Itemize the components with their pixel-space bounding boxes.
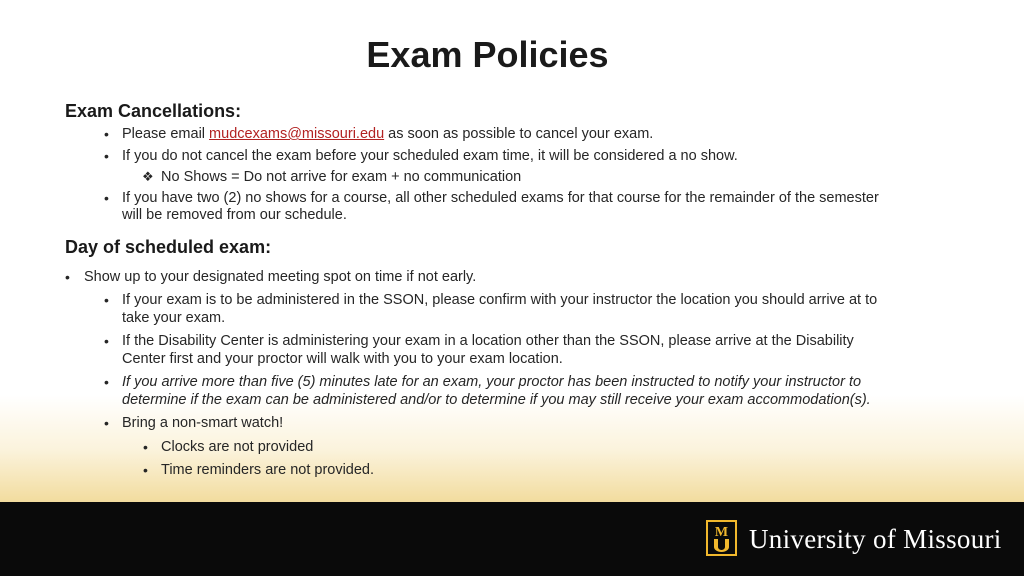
bullet-icon: • <box>143 462 148 478</box>
time-reminders-item: Time reminders are not provided. <box>161 462 375 478</box>
bullet-icon: • <box>104 190 109 206</box>
bullet-icon: • <box>143 439 148 455</box>
no-show-item: If you do not cancel the exam before your scheduled exam time, it will be considered a no show. <box>122 148 738 164</box>
two-no-shows-line1: If you have two (2) no shows for a course, all other scheduled exams for that course for the remainder of the semester <box>122 190 879 206</box>
bullet-icon: • <box>104 148 109 164</box>
university-name: University of Missouri <box>749 524 1002 554</box>
bullet-icon: • <box>104 292 109 308</box>
day-of-exam-heading: Day of scheduled exam: <box>65 237 272 257</box>
exam-cancellations-heading: Exam Cancellations: <box>65 101 242 121</box>
logo-letter-m: M <box>714 525 729 540</box>
two-no-shows-line2: will be removed from our schedule. <box>122 207 347 223</box>
diamond-bullet-icon: ❖ <box>142 169 154 184</box>
disability-line1: If the Disability Center is administering your exam in a location other than the SSON, please arrive at the Disability <box>122 333 854 349</box>
bullet-icon: • <box>65 269 70 285</box>
sson-line2: take your exam. <box>122 310 226 326</box>
bullet-icon: • <box>104 333 109 349</box>
bullet-icon: • <box>104 415 109 431</box>
no-show-definition: No Shows = Do not arrive for exam + no communication <box>161 169 522 185</box>
sson-line1: If your exam is to be administered in the SSON, please confirm with your instructor the location you should arrive at to <box>122 292 878 308</box>
cancel-email-item <box>122 125 653 144</box>
watch-item: Bring a non-smart watch! <box>122 415 284 431</box>
show-up-item: Show up to your designated meeting spot on time if not early. <box>84 269 477 285</box>
disability-line2: Center first and your proctor will walk with you to your exam location. <box>122 351 563 367</box>
cancel-email-suffix: as soon as possible to cancel your exam. <box>384 126 654 142</box>
page-title: Exam Policies <box>366 34 609 75</box>
clocks-item: Clocks are not provided <box>161 439 314 455</box>
bullet-icon: • <box>104 374 109 390</box>
mu-logo-icon <box>706 520 737 556</box>
cancel-email-prefix: Please email <box>122 126 210 142</box>
bullet-icon: • <box>104 126 109 142</box>
late-arrival-line1: If you arrive more than five (5) minutes late for an exam, your proctor has been instructed to notify your instructor to <box>122 374 862 390</box>
late-arrival-line2: determine if the exam can be administered and/or to determine if you may still receive your exam accommodation(s). <box>122 392 871 408</box>
email-link[interactable]: mudcexams@missouri.edu <box>209 126 385 142</box>
